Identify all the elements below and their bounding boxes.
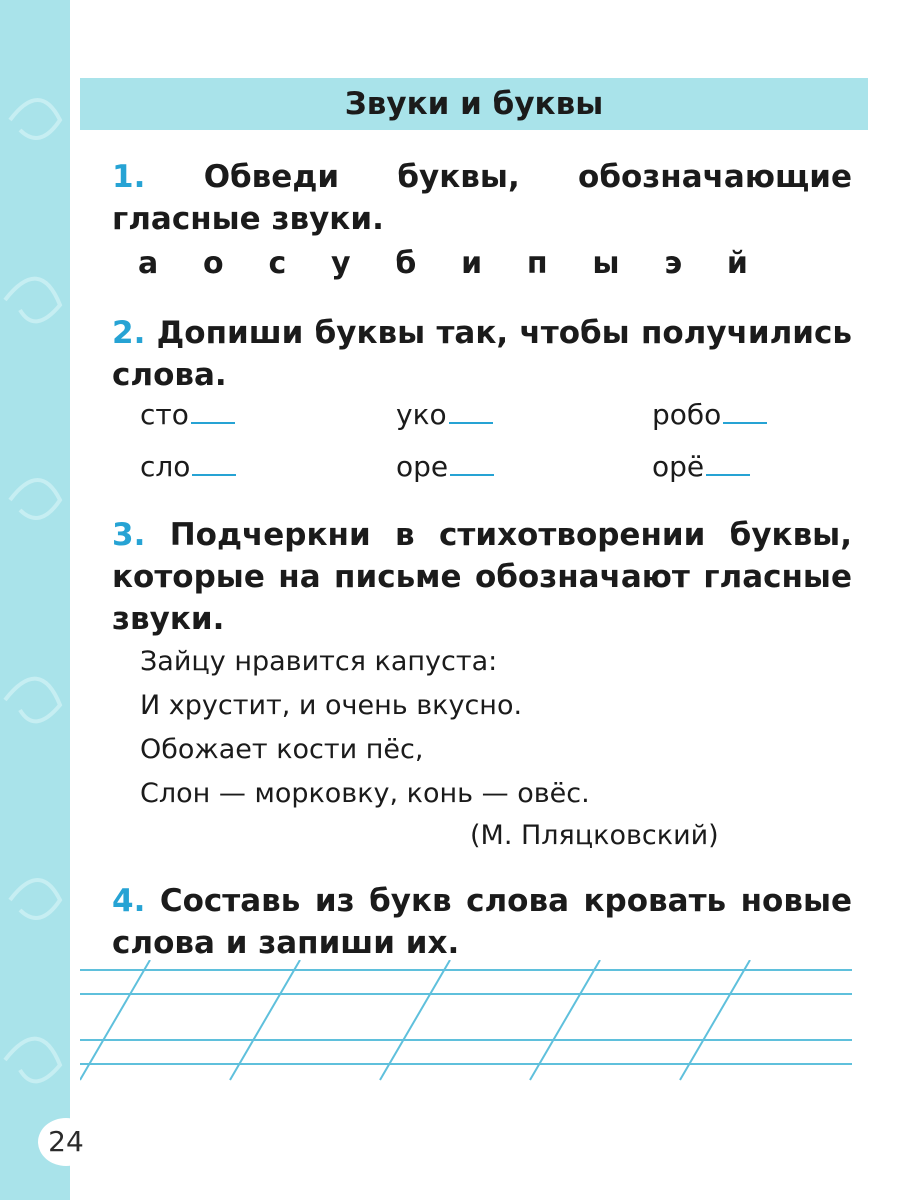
poem-line[interactable]: Зайцу нравится капуста: <box>140 646 498 677</box>
poem-line[interactable]: Обожает кости пёс, <box>140 734 424 765</box>
task-2-number: 2. <box>112 315 146 351</box>
word-blank-item[interactable]: робо <box>652 398 767 431</box>
letter[interactable]: б <box>395 246 417 281</box>
blank-line[interactable] <box>191 421 235 424</box>
letter[interactable]: с <box>268 246 287 281</box>
word-blank-item[interactable]: орё <box>652 450 750 483</box>
task-3 <box>112 514 852 640</box>
task-4-text-before: Составь из букв слова <box>159 883 584 919</box>
page-number: 24 <box>38 1118 94 1166</box>
letter[interactable]: э <box>664 246 683 281</box>
blank-line[interactable] <box>449 421 493 424</box>
task-4 <box>112 880 852 964</box>
task-3-text: Подчеркни в стихотворении буквы, которые на письме обозначают гласные звуки. <box>112 517 852 637</box>
task-1-text: Обведи буквы, обозначающие гласные звуки. <box>112 159 852 237</box>
swirl-pattern-icon <box>0 0 70 1200</box>
blank-line[interactable] <box>192 473 236 476</box>
task-4-number: 4. <box>112 883 146 919</box>
poem-line[interactable]: Слон — морковку, конь — овёс. <box>140 778 590 809</box>
page-title: Звуки и буквы <box>344 86 604 122</box>
word-blank-item[interactable]: оре <box>396 450 494 483</box>
letter[interactable]: й <box>726 246 748 281</box>
word-blank-item[interactable]: уко <box>396 398 493 431</box>
blank-line[interactable] <box>723 421 767 424</box>
task-3-number: 3. <box>112 517 146 553</box>
letter[interactable]: ы <box>592 246 620 281</box>
poem-line[interactable]: И хрустит, и очень вкусно. <box>140 690 523 721</box>
task-4-text-after: новые слова и запиши их. <box>112 883 853 961</box>
letter[interactable]: у <box>331 246 351 281</box>
task-1-number: 1. <box>112 159 146 195</box>
blank-line[interactable] <box>706 473 750 476</box>
poem-author: (М. Пляцковский) <box>470 820 719 851</box>
word-blank-item[interactable]: сло <box>140 450 236 483</box>
letter[interactable]: п <box>526 246 548 281</box>
word-blank-item[interactable]: сто <box>140 398 235 431</box>
letters-row <box>138 246 748 281</box>
blank-line[interactable] <box>450 473 494 476</box>
task-4-keyword: кровать <box>583 883 727 919</box>
task-2-text: Допиши буквы так, чтобы получились слова. <box>112 315 852 393</box>
letter[interactable]: и <box>461 246 483 281</box>
letter[interactable]: а <box>138 246 159 281</box>
task-2 <box>112 312 852 396</box>
task-1 <box>112 156 852 240</box>
left-decorative-strip <box>0 0 70 1200</box>
letter[interactable]: о <box>203 246 224 281</box>
poem <box>140 640 590 816</box>
writing-lines[interactable] <box>80 960 852 1090</box>
